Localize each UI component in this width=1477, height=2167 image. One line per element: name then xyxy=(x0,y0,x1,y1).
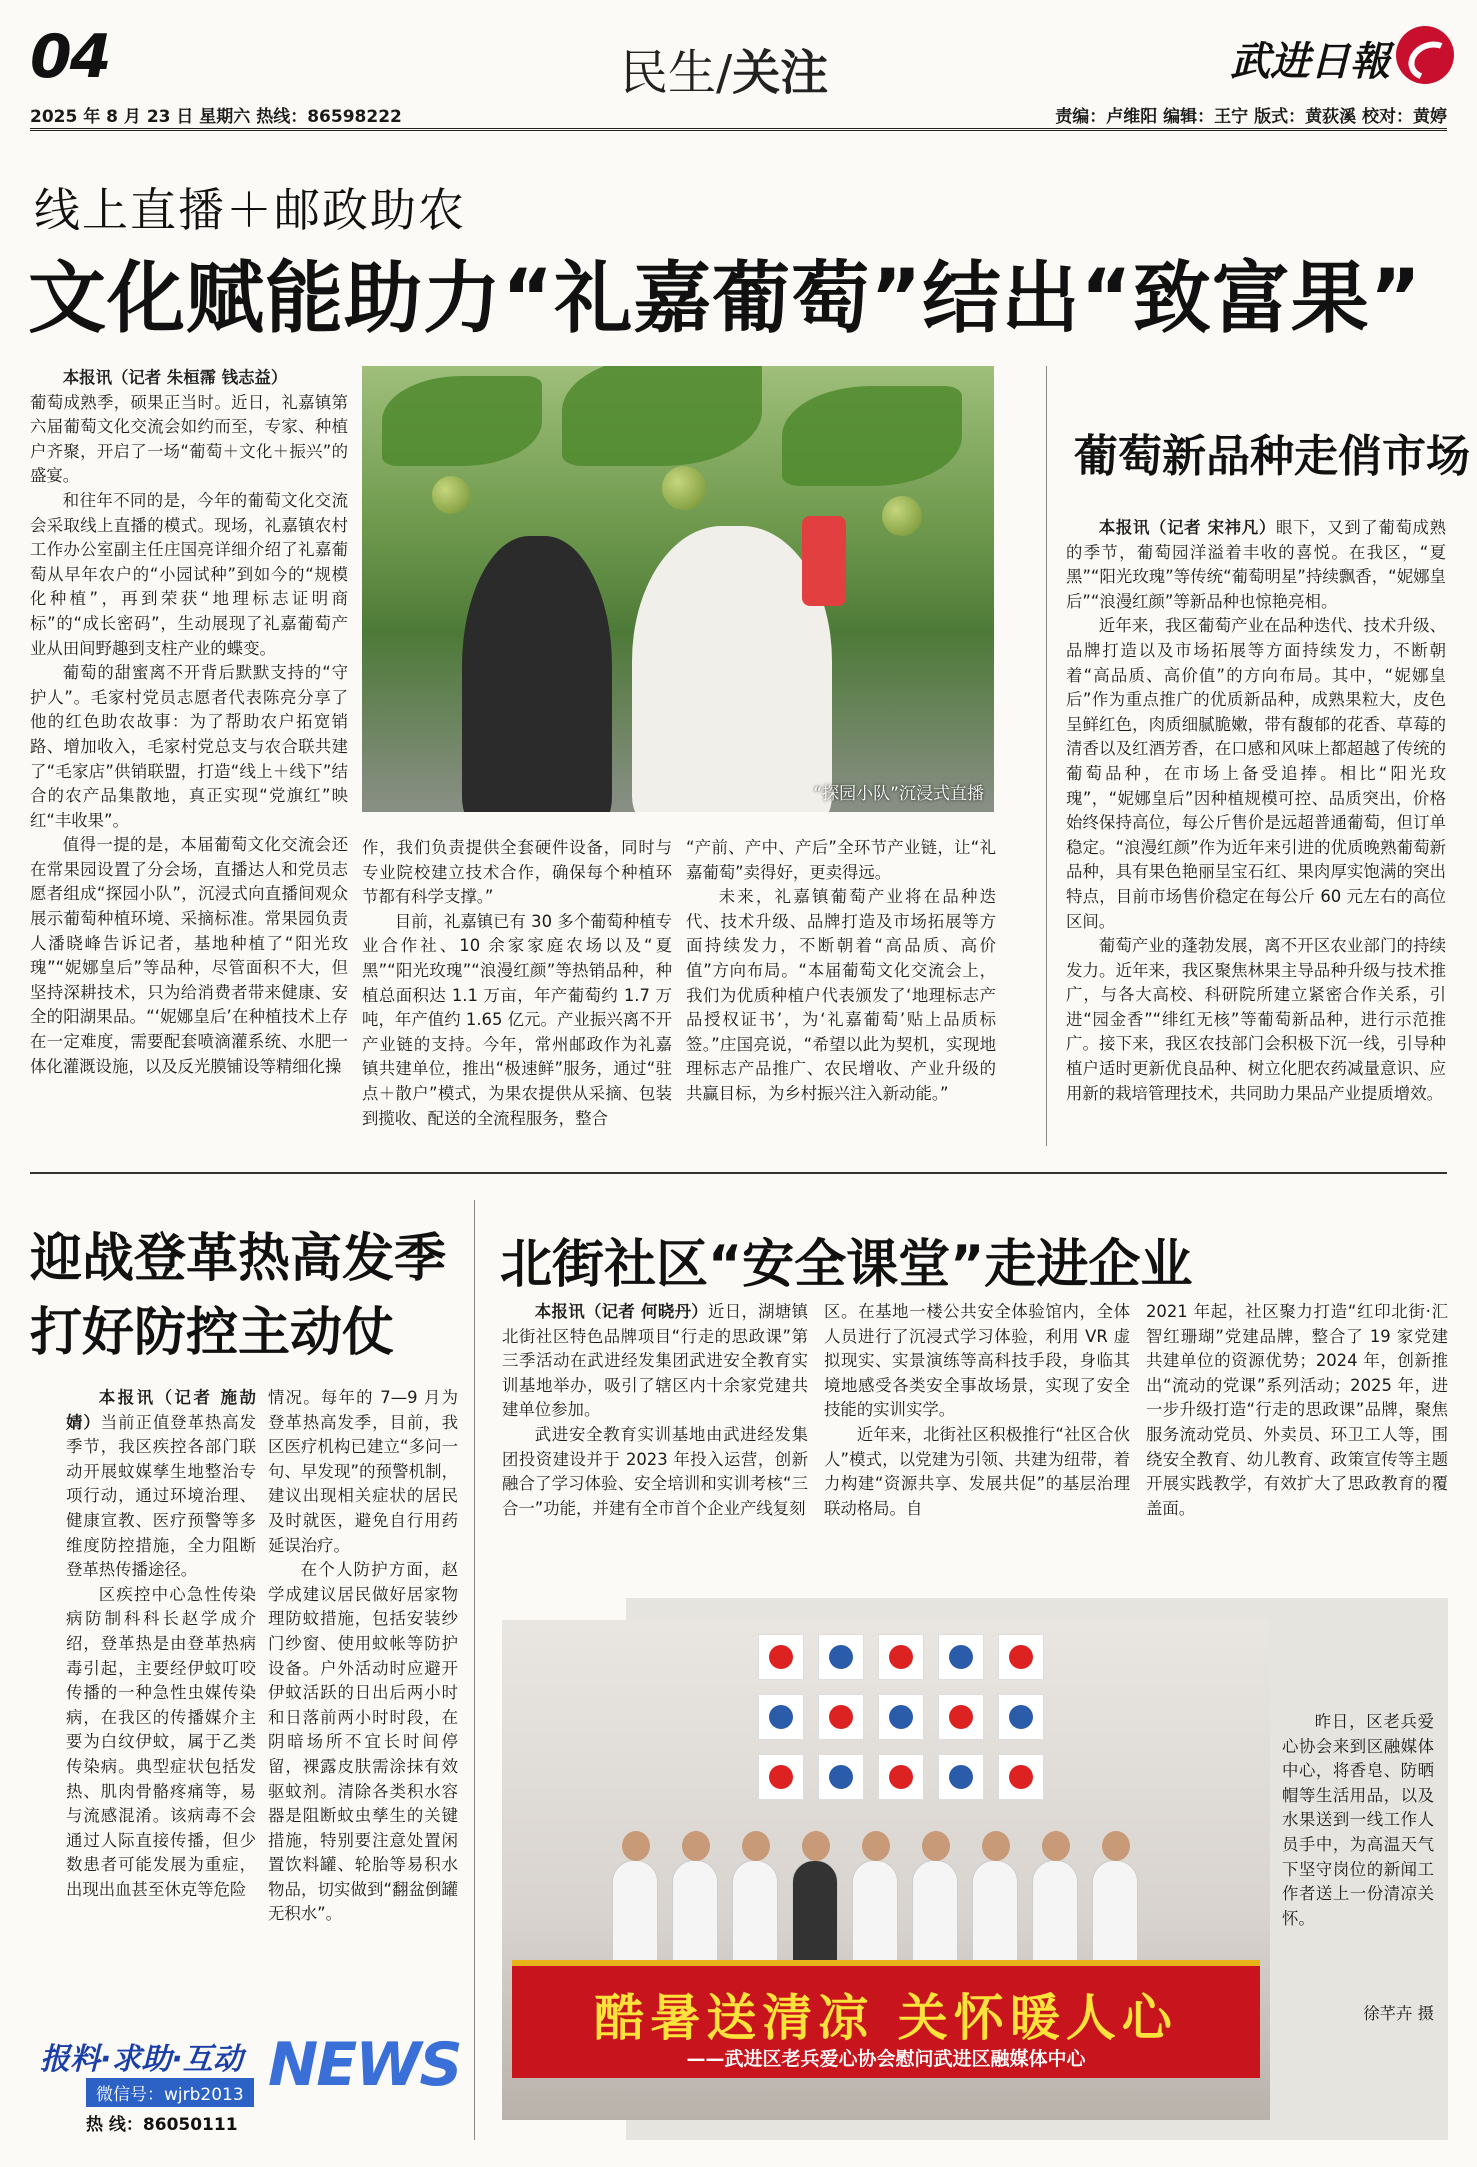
volunteer-figure xyxy=(612,1860,658,1970)
article1-byline: 本报讯（记者 朱桓霈 钱志益） xyxy=(62,368,288,387)
article3-column-2 xyxy=(268,1386,458,2026)
grape-leaf xyxy=(782,386,962,486)
article3-paragraph: 情况。每年的 7—9 月为登革热高发季，目前，我区医疗机构已建立“多问一句、早发现”的预警机制，建议出现相关症状的居民及时就医，避免自行用药延误治疗。 xyxy=(268,1388,458,1555)
media-logo-tile xyxy=(818,1754,864,1800)
article4-byline: 本报讯（记者 何晓丹） xyxy=(534,1302,709,1321)
media-logo-tile xyxy=(878,1634,924,1680)
media-logo-tile xyxy=(998,1694,1044,1740)
grape-bunch xyxy=(432,476,470,514)
page-number: 04 xyxy=(30,22,110,92)
media-logo-tile xyxy=(878,1694,924,1740)
article4-headline: 北街社区“安全课堂”走进企业 xyxy=(500,1235,1193,1295)
media-logo-tile xyxy=(998,1754,1044,1800)
media-logo-tile xyxy=(998,1634,1044,1680)
article2-paragraph: 葡萄产业的蓬勃发展，离不开区农业部门的持续发力。近年来，我区聚焦林果主导品种升级与技术推广，与各大高校、科研院所建立紧密合作关系，引进“园金香”“绯红无核”等葡萄新品种，进行示范推广。接下来，我区农技部门会积极下沉一线，引导种植户适时更新优良品种、树立化肥农药减量意识、应用新的栽培管理技术，共同助力果品产业提质增效。 xyxy=(1066,936,1446,1103)
article4-paragraph: 近日，湖塘镇北街社区特色品牌项目“行走的思政课”第三季活动在武进经发集团武进安全教育实训基地举办，吸引了辖区内十余家党建共建单位参加。 xyxy=(502,1302,808,1420)
article2-paragraph: 近年来，我区葡萄产业在品种迭代、技术升级、品牌打造以及市场拓展等方面持续发力，不断朝着“高品质、高价值”的方向布局。其中，“妮娜皇后”作为重点推广的优质新品种，成熟果粒大，皮色呈鲜红色，肉质细腻脆嫩，带有馥郁的花香、草莓的清香以及红酒芳香，在口感和风味上都超越了传统的葡萄品种，在市场上备受追捧。相比“阳光玫瑰”，“妮娜皇后”因种植规模可控、品质突出，价格始终保持高位，每公斤售价是远超普通葡萄，但订单稳定。“浪漫红颜”作为近年来引进的优质晚熟葡萄新品种，具有果色艳丽呈宝石红、果肉厚实饱满的突出特点，目前市场售价稳定在每公斤 60 元左右的高位区间。 xyxy=(1066,616,1446,931)
article4-paragraph: 2021 年起，社区聚力打造“红印北街·汇智红珊瑚”党建品牌，整合了 19 家党建共建单位的资源优势；2024 年，创新推出“流动的党课”系列活动；2025 年，进一步升级打造“行走的思政课”品牌，聚焦服务流动党员、外卖员、环卫工人等，围绕安全教育、幼儿教育、政策宣传等主题开展实践教学，有效扩大了思政教育的覆盖面。 xyxy=(1146,1302,1448,1518)
woman-black-shirt xyxy=(462,536,612,812)
article3-headline-line1: 迎战登革热高发季 xyxy=(30,1229,447,1289)
article1-paragraph: 葡萄成熟季，硕果正当时。近日，礼嘉镇第六届葡萄文化交流会如约而至，专家、种植户齐聚，开启了一场“葡萄＋文化＋振兴”的盛宴。 xyxy=(30,392,348,486)
media-logo-tile xyxy=(938,1694,984,1740)
volunteer-figure xyxy=(732,1860,778,1970)
article3-paragraph: 区疾控中心急性传染病防制科科长赵学成介绍，登革热是由登革热病毒引起，主要经伊蚊叮咬传播的一种急性虫媒传染病，在我区的传播媒介主要为白纹伊蚊，属于乙类传染病。典型症状包括发热、肌肉骨骼疼痛等，易与流感混淆。该病毒不会通过人际直接传播，但少数患者可能发展为重症，出现出血甚至休克等危险 xyxy=(66,1584,256,1899)
veterans-donation-photo xyxy=(502,1620,1270,2120)
article1-paragraph: 未来，礼嘉镇葡萄产业将在品种迭代、技术升级、品牌打造及市场拓展等方面持续发力，不断朝着“高品质、高价值”方向布局。“本届葡萄文化交流会上，我们为优质种植户代表颁发了‘地理标志产品授权证书’，为‘礼嘉葡萄’贴上品质标签。”庄国亮说，“希望以此为契机，实现地理标志产品推广、农民增收、产业升级的共赢目标，为乡村振兴注入新动能。” xyxy=(686,887,996,1103)
media-logo-tile xyxy=(878,1754,924,1800)
article1-column-3 xyxy=(686,836,996,1146)
article3-paragraph: 当前正值登革热高发季节，我区疾控各部门联动开展蚊媒孳生地整治专项行动，通过环境治理、健康宣教、医疗预警等多维度防控措施，全力阻断登革热传播途径。 xyxy=(66,1412,256,1580)
banner-main-text: 酷暑送清凉 关怀暖人心 xyxy=(594,1988,1178,2047)
newspaper-logo-icon xyxy=(1396,26,1454,84)
article1-column-2 xyxy=(362,836,672,1146)
article1-paragraph: “产前、产中、产后”全环节产业链，让“礼嘉葡萄”卖得好，更卖得远。 xyxy=(686,838,996,882)
section-title-bold: 关注 xyxy=(732,45,829,101)
article1-headline: 文化赋能助力“礼嘉葡萄”结出“致富果” xyxy=(28,254,1423,344)
article2-byline: 本报讯（记者 宋祎凡） xyxy=(1098,518,1276,537)
media-logo-tile xyxy=(758,1754,804,1800)
article2-headline: 葡萄新品种走俏市场 xyxy=(1074,431,1470,482)
article1-column-1 xyxy=(30,366,348,1146)
article4-column-3 xyxy=(1146,1300,1448,1580)
newspaper-logo-text: 武进日報 xyxy=(1230,38,1390,85)
photo2-credit: 徐芊卉 摄 xyxy=(1363,2004,1434,2023)
article4-column-2 xyxy=(824,1300,1130,1580)
reader-hotline-promo xyxy=(30,2030,461,2142)
article1-paragraph: 值得一提的是，本届葡萄文化交流会还在常果园设置了分会场，直播达人和党员志愿者组成“探园小队”，沉浸式向直播间观众展示葡萄种植环境、采摘标准。常果园负责人潘晓峰告诉记者，基地种植了“阳光玫瑰”“妮娜皇后”等品种，尽管面积不大，但坚持深耕技术，只为给消费者带来健康、安全的阳湖果品。“‘妮娜皇后’在种植技术上存在一定难度，需要配套喷滴灌系统、水肥一体化灌溉设施，以及反光膜铺设等精细化操 xyxy=(30,835,348,1076)
article3-paragraph: 在个人防护方面，赵学成建议居民做好居家物理防蚊措施，包括安装纱门纱窗、使用蚊帐等防护设备。户外活动时应避开伊蚊活跃的日出后两小时和日落前两小时时段，在阴暗场所不宜长时间停留，裸露皮肤需涂抹有效驱蚊剂。清除各类积水容器是阻断蚊虫孳生的关键措施，特别要注意处置闲置饮料罐、轮胎等易积水物品，切实做到“翻盆倒罐无积水”。 xyxy=(268,1560,458,1924)
article4-paragraph: 武进安全教育实训基地由武进经发集团投资建设并于 2023 年投入运营，创新融合了学习体验、安全培训和实训考核“三合一”功能，并建有全市首个企业产线复刻 xyxy=(502,1424,808,1518)
banner-sub-text: ——武进区老兵爱心协会慰问武进区融媒体中心 xyxy=(686,2048,1086,2070)
article3-column-1 xyxy=(66,1386,256,2026)
photo2-caption xyxy=(1282,1710,1434,1931)
section-title xyxy=(620,34,828,103)
staff-credits: 责编：卢维阳 编辑：王宁 版式：黄荻溪 校对：黄婷 xyxy=(1055,107,1447,127)
volunteer-figure xyxy=(672,1860,718,1970)
grape-leaf xyxy=(382,376,542,466)
article3-headline xyxy=(30,1222,446,1370)
section-title-regular: 民生/ xyxy=(620,45,733,101)
article4-column-1 xyxy=(502,1300,808,1580)
media-logo-tile xyxy=(758,1694,804,1740)
article3-byline: 本报讯（记者 施劼婧） xyxy=(66,1388,256,1432)
article4-paragraph: 区。在基地一楼公共安全体验馆内，全体人员进行了沉浸式学习体验，利用 VR 虚拟现实、实景演练等高科技手段，身临其境地感受各类安全事故场景，实现了安全技能的实训实学。 xyxy=(824,1302,1130,1420)
article4-paragraph: 近年来，北街社区积极推行“社区合伙人”模式，以党建为引领、共建为纽带，着力构建“资源共享、发展共促”的基层治理联动格局。自 xyxy=(824,1424,1130,1518)
article1-kicker: 线上直播＋邮政助农 xyxy=(34,183,466,237)
photo1-caption: “探园小队”沉浸式直播 xyxy=(813,784,984,804)
article1-paragraph: 目前，礼嘉镇已有 30 多个葡萄种植专业合作社、10 余家家庭农场以及“夏黑”“阳光玫瑰”“浪漫红颜”等热销品种，种植总面积达 1.1 万亩，年产葡萄约 1.7 万吨，年产值约 1.65 亿元。产业振兴离不开产业链的支持。今年，常州邮政作为礼嘉镇共建单位，推出“极速鲜”服务，通过“驻点＋散户”模式，为果农提供从采摘、包装到揽收、配送的全流程服务，整合 xyxy=(362,911,672,1128)
volunteer-figure xyxy=(1092,1860,1138,1970)
grape-livestream-photo xyxy=(362,366,994,812)
volunteer-figure xyxy=(852,1860,898,1970)
masthead-divider xyxy=(30,128,1447,131)
volunteer-figure xyxy=(912,1860,958,1970)
phone-gimbal-icon xyxy=(802,516,846,606)
date-hotline: 2025 年 8 月 23 日 星期六 热线：86598222 xyxy=(30,107,402,127)
volunteer-figure xyxy=(792,1860,838,1970)
article1-paragraph: 作，我们负责提供全套硬件设备，同时与专业院校建立技术合作，确保每个种植环节都有科学支撑。” xyxy=(362,838,672,907)
column-divider xyxy=(474,1200,475,2140)
article1-paragraph: 和往年不同的是，今年的葡萄文化交流会采取线上直播的模式。现场，礼嘉镇农村工作办公室副主任庄国亮详细介绍了礼嘉葡萄从早年农户的“小园试种”到如今的“规模化种植”，再到荣获“地理标志证明商标”的“成长密码”，生动展现了礼嘉葡萄产业从田间野趣到支柱产业的蝶变。 xyxy=(30,490,348,658)
promo-news-logo: NEWS xyxy=(268,2030,461,2100)
section-divider xyxy=(30,1172,1447,1174)
article3-headline-line2: 打好防控主动仗 xyxy=(30,1303,395,1363)
grape-bunch xyxy=(882,496,922,536)
promo-title: 报料·求助·互动 xyxy=(40,2042,243,2077)
red-banner xyxy=(512,1960,1260,2078)
column-divider xyxy=(1046,366,1047,1146)
volunteer-figure xyxy=(1032,1860,1078,1970)
grape-leaf xyxy=(562,366,762,466)
grape-bunch xyxy=(662,466,706,510)
promo-wechat-id: 微信号：wjrb2013 xyxy=(86,2078,254,2107)
media-logo-tile xyxy=(938,1634,984,1680)
volunteer-figure xyxy=(972,1860,1018,1970)
article2-body xyxy=(1066,516,1446,1146)
media-logo-tile xyxy=(938,1754,984,1800)
media-logo-tile xyxy=(758,1634,804,1680)
photo2-caption-text: 昨日，区老兵爱心协会来到区融媒体中心，将香皂、防晒帽等生活用品，以及水果送到一线工作人员手中，为高温天气下坚守岗位的新闻工作者送上一份清凉关怀。 xyxy=(1282,1712,1434,1928)
article2-paragraph: 眼下，又到了葡萄成熟的季节，葡萄园洋溢着丰收的喜悦。在我区，“夏黑”“阳光玫瑰”等传统“葡萄明星”持续飘香，“妮娜皇后”“浪漫红颜”等新品种也惊艳亮相。 xyxy=(1066,518,1446,611)
media-logo-tile xyxy=(818,1694,864,1740)
promo-hotline: 热 线：86050111 xyxy=(86,2115,238,2135)
media-logo-tile xyxy=(818,1634,864,1680)
article1-paragraph: 葡萄的甜蜜离不开背后默默支持的“守护人”。毛家村党员志愿者代表陈亮分享了他的红色助农故事：为了帮助农户拓宽销路、增加收入，毛家村党总支与农合联共建了“毛家店”供销联盟，打造“线上＋线下”结合的农产品集散地，真正实现“党旗红”映红“丰收果”。 xyxy=(30,663,348,830)
